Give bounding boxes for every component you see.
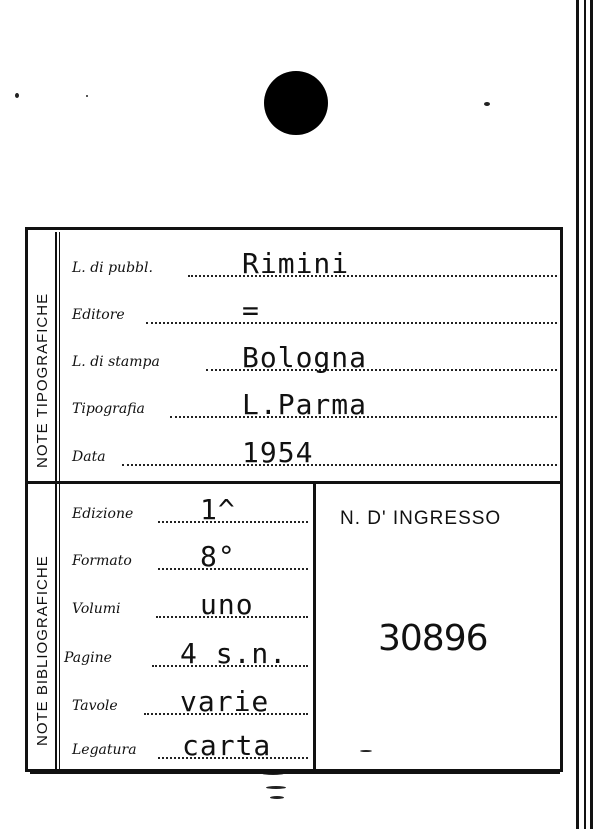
- label-column-divider: [55, 232, 57, 770]
- field-row-pagine: [64, 637, 308, 670]
- field-value: varie: [180, 685, 270, 718]
- field-label: Volumi: [72, 601, 121, 617]
- ink-speck: [484, 102, 490, 106]
- right-edge-rule: [590, 0, 593, 829]
- right-edge-rule: [584, 0, 586, 829]
- note-bibliografiche-label: NOTE BIBLIOGRAFICHE: [34, 555, 51, 746]
- note-tipografiche-label: NOTE TIPOGRAFICHE: [34, 292, 51, 468]
- field-row-edizione: [72, 493, 308, 526]
- field-row-tavole: [72, 685, 308, 718]
- field-value: 4 s.n.: [180, 637, 288, 670]
- field-value: =: [242, 294, 260, 327]
- field-label: Edizione: [72, 506, 134, 522]
- field-row-luogo-pubblicazione: [72, 247, 557, 280]
- field-value: carta: [182, 729, 272, 762]
- field-row-editore: [72, 294, 557, 327]
- ink-speck: [270, 796, 284, 799]
- ink-speck: [266, 786, 286, 789]
- field-row-luogo-stampa: [72, 341, 557, 374]
- ingresso-divider: [313, 484, 316, 770]
- field-row-legatura: [72, 729, 308, 762]
- field-value: L.Parma: [242, 388, 368, 421]
- ingresso-number: 30896: [378, 618, 488, 659]
- field-value: Rimini: [242, 247, 350, 280]
- field-row-data: [72, 436, 557, 469]
- field-label: Legatura: [72, 742, 137, 758]
- field-value: 1^: [200, 493, 236, 526]
- field-label: Pagine: [64, 650, 112, 666]
- field-value: Bologna: [242, 341, 368, 374]
- field-label: Data: [72, 449, 106, 465]
- ink-speck: [86, 95, 88, 97]
- field-value: 1954: [242, 436, 314, 469]
- field-row-formato: [72, 540, 308, 573]
- field-label: Editore: [72, 307, 125, 323]
- field-label: L. di stampa: [72, 354, 160, 370]
- label-column-divider: [59, 232, 60, 770]
- section-divider: [28, 481, 560, 484]
- bottom-rule: [30, 772, 560, 774]
- ink-speck: [15, 93, 19, 98]
- dotted-line: [146, 320, 557, 324]
- field-value: uno: [200, 588, 254, 621]
- field-label: Tavole: [72, 698, 118, 714]
- field-label: Formato: [72, 553, 132, 569]
- field-row-tipografia: [72, 388, 557, 421]
- punch-hole: [264, 71, 328, 135]
- field-label: Tipografia: [72, 401, 145, 417]
- field-label: L. di pubbl.: [72, 260, 153, 276]
- field-row-volumi: [72, 588, 308, 621]
- ingresso-label: N. D' INGRESSO: [340, 508, 502, 529]
- field-value: 8°: [200, 540, 236, 573]
- right-edge-rule: [576, 0, 579, 829]
- dotted-line: [122, 462, 557, 466]
